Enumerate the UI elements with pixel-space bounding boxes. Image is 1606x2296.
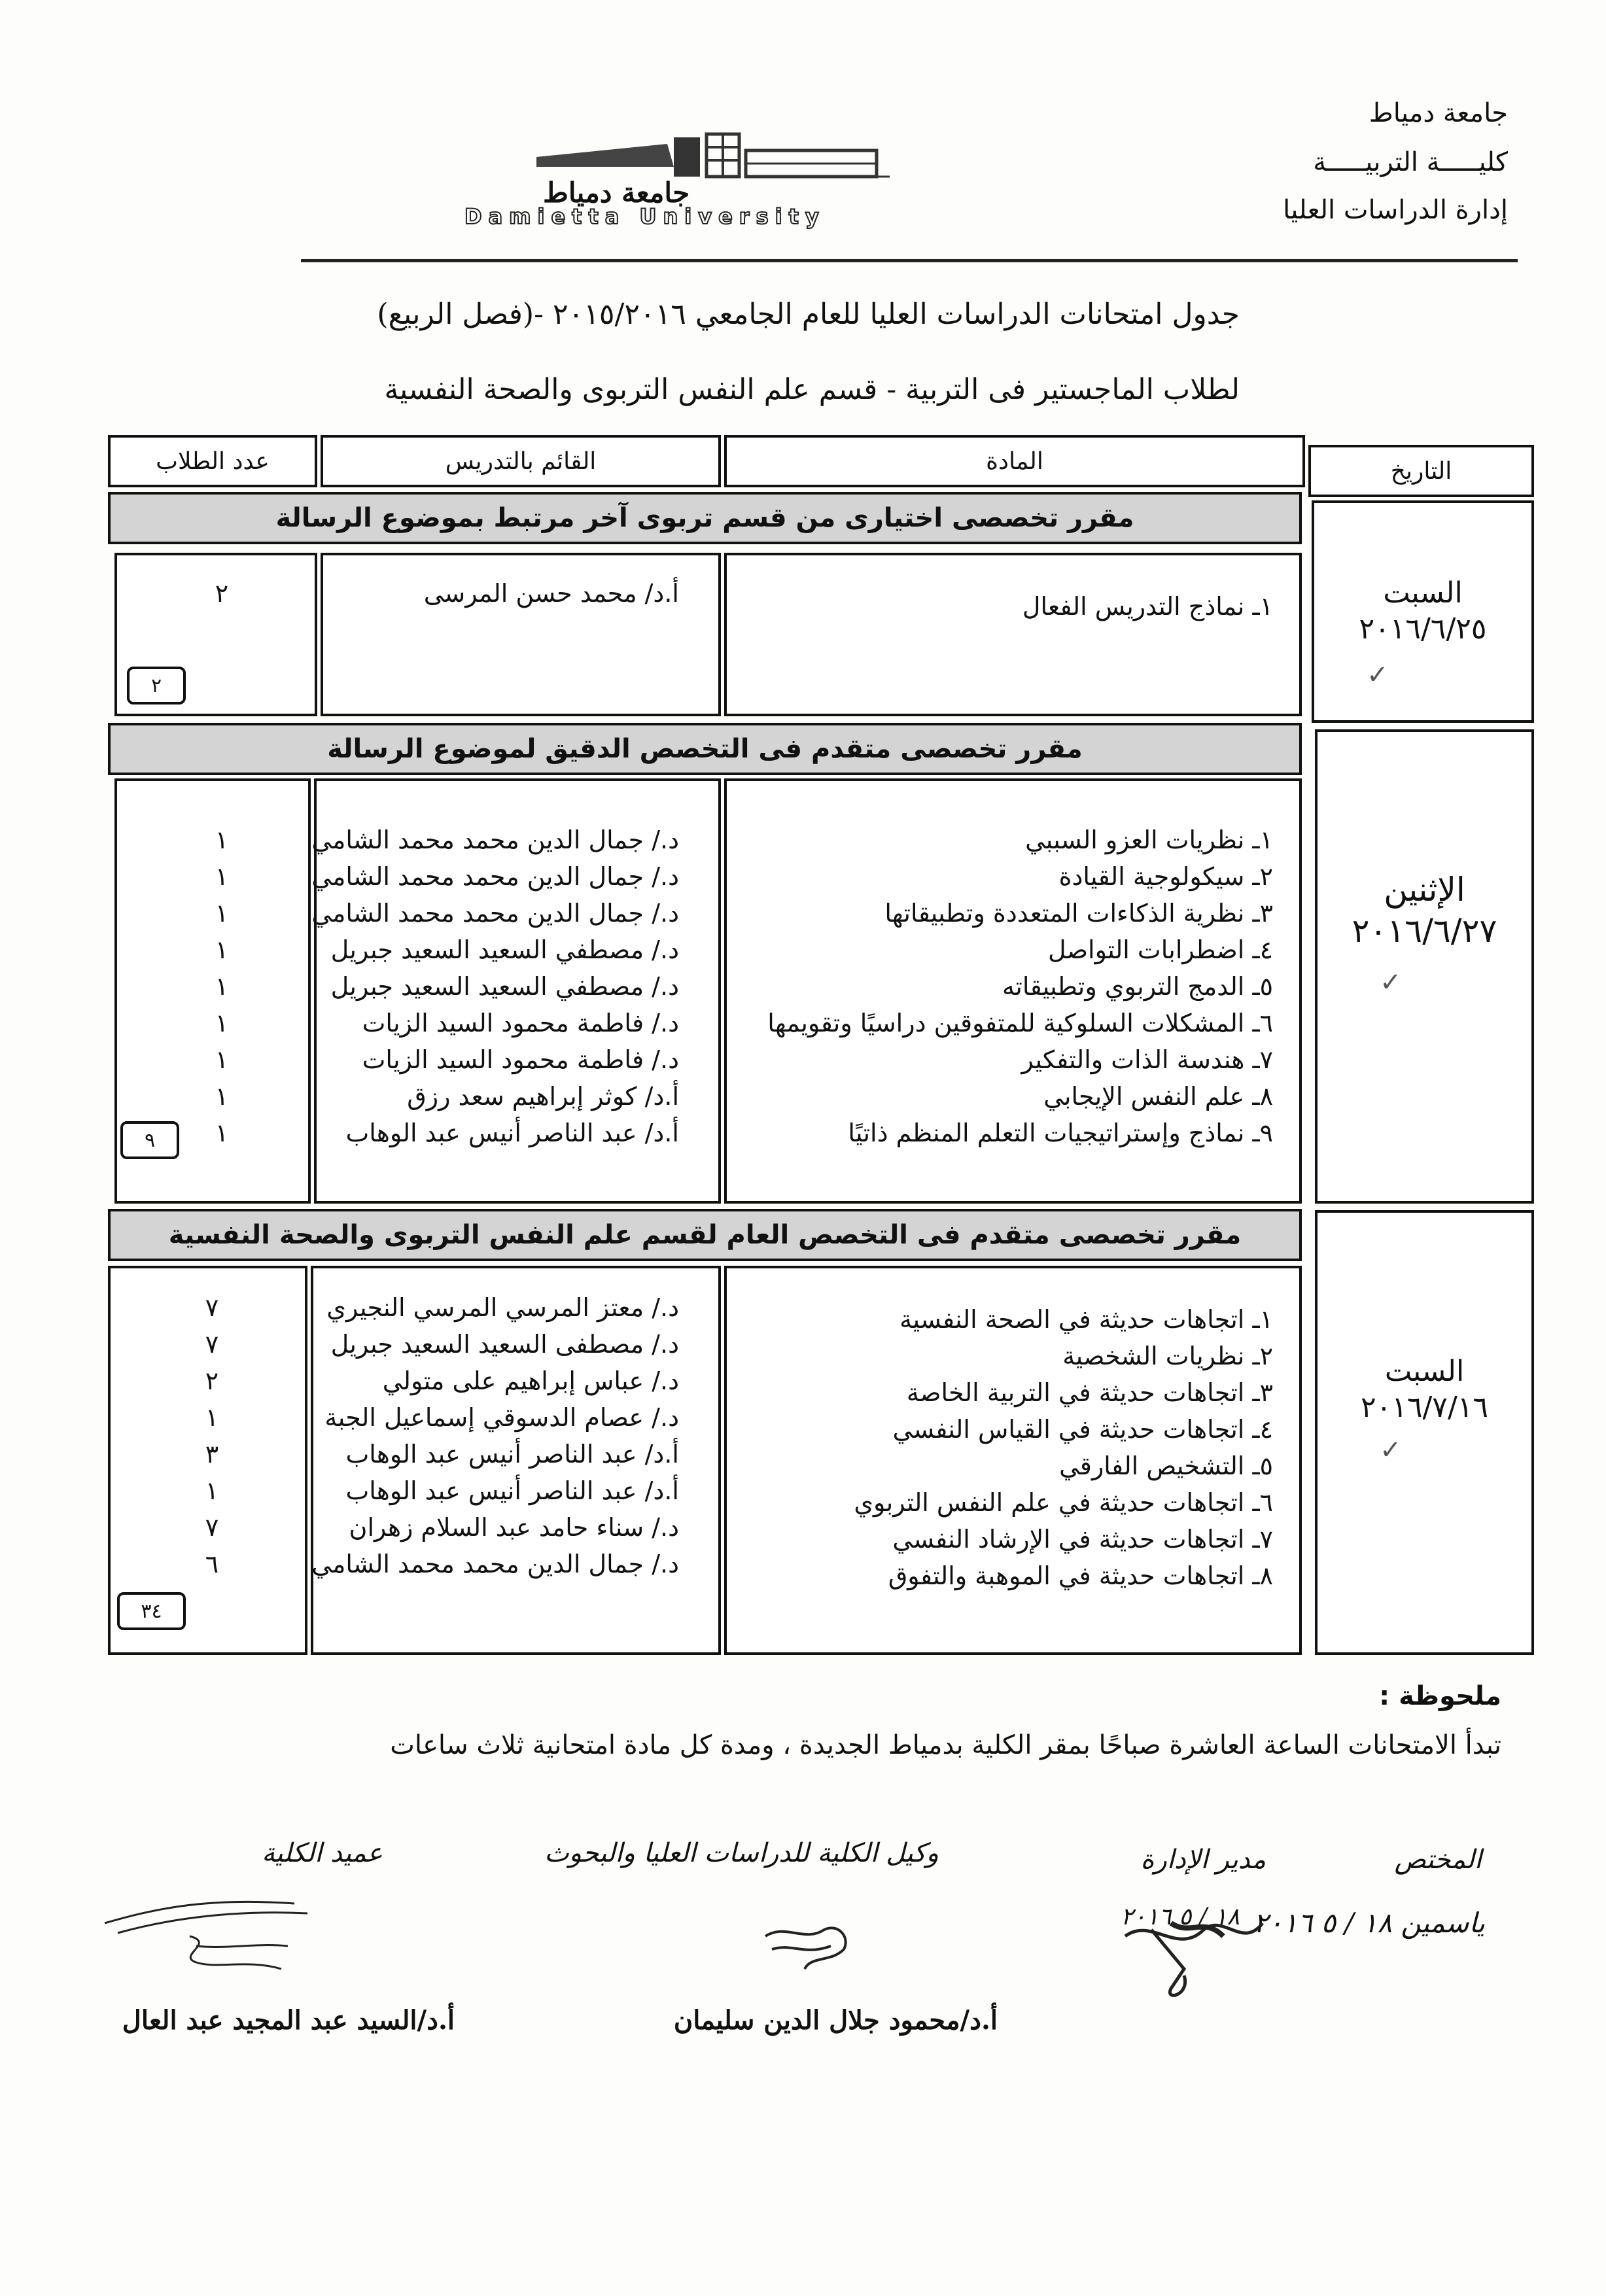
exam-day: الإثنين (1384, 871, 1465, 909)
teacher-item: د./ جمال الدين محمد محمد الشامي (311, 826, 679, 854)
subject-item: ٨ـ اتجاهات حديثة في الموهبة والتفوق (888, 1561, 1273, 1590)
student-count: ١ (215, 935, 229, 964)
teacher-item: د./ فاطمة محمود السيد الزيات (362, 1045, 679, 1074)
date-column-header: التاريخ (1308, 445, 1534, 497)
vice-dean-title: وكيل الكلية للدراسات العليا والبحوث (544, 1838, 939, 1868)
student-count: ٧ (205, 1513, 219, 1542)
manager-handwritten-date: ١٨ / ٥ ٢٠١٦ (1121, 1904, 1240, 1930)
student-count: ٢ (215, 579, 229, 608)
subject-item: ٤ـ اتجاهات حديثة في القياس النفسي (892, 1415, 1273, 1444)
student-count: ١ (215, 972, 229, 1001)
teacher-item: د./ مصطفى السعيد السعيد جبريل (330, 1330, 679, 1359)
teacher-item: د./ عصام الدسوقي إسماعيل الجبة (324, 1403, 679, 1432)
teacher-cell (321, 553, 721, 716)
subject-item: ٢ـ نظريات الشخصية (1062, 1342, 1273, 1370)
date-cell (1315, 1210, 1534, 1655)
total-count-box: ٩ (120, 1121, 179, 1159)
subject-item: ١ـ نماذج التدريس الفعال (1022, 592, 1273, 621)
exam-date: ٢٠١٦/٧/١٦ (1360, 1391, 1489, 1424)
dean-title: عميد الكلية (262, 1838, 383, 1868)
subject-item: ٨ـ علم النفس الإيجابي (1043, 1082, 1273, 1111)
teacher-item: أ.د/ محمد حسن المرسى (423, 579, 679, 608)
subject-item: ١ـ نظريات العزو السببي (1025, 826, 1273, 854)
teacher-cell (311, 778, 721, 1204)
date-cell (1315, 729, 1534, 1204)
subject-column-header: المادة (724, 435, 1305, 487)
subject-cell (724, 1266, 1302, 1655)
subject-cell (724, 778, 1302, 1204)
total-count-box: ٢ (127, 667, 186, 704)
university-logo (458, 131, 929, 229)
manager-title: مدير الإدارة (1140, 1845, 1266, 1875)
count-cell (114, 778, 311, 1204)
student-count: ١ (215, 862, 229, 891)
subject-cell (724, 553, 1302, 716)
vice-dean-signature (746, 1897, 877, 1982)
teacher-column-header: القائم بالتدريس (321, 435, 721, 487)
notes-label: ملحوظة : (1379, 1681, 1501, 1711)
section-heading: مقرر تخصصى اختيارى من قسم تربوى آخر مرتبط بموضوع الرسالة (108, 492, 1302, 544)
faculty-name: كليـــــة التربيـــــة (1313, 147, 1508, 177)
exam-date: ٢٠١٦/٦/٢٥ (1359, 612, 1487, 646)
subject-item: ٤ـ اضطرابات التواصل (1048, 935, 1273, 964)
page-title: جدول امتحانات الدراسات العليا للعام الجامعي ٢٠١٥/٢٠١٦ -(فصل الربيع) (377, 298, 1240, 331)
subject-item: ٧ـ هندسة الذات والتفكير (1021, 1045, 1273, 1074)
student-count: ٧ (205, 1293, 219, 1322)
page-subtitle: لطلاب الماجستير فى التربية - قسم علم النفس التربوى والصحة النفسية (384, 373, 1240, 406)
teacher-item: د./ فاطمة محمود السيد الزيات (362, 1009, 679, 1037)
subject-item: ٧ـ اتجاهات حديثة في الإرشاد النفسي (892, 1525, 1273, 1554)
teacher-item: د./ مصطفي السعيد السعيد جبريل (330, 972, 679, 1001)
checkmark-icon: ✓ (1380, 1435, 1402, 1465)
subject-item: ٥ـ الدمج التربوي وتطبيقاته (1002, 972, 1273, 1001)
student-count: ١ (215, 1045, 229, 1074)
subject-item: ٦ـ المشكلات السلوكية للمتفوقين دراسيًا وتقويمها (767, 1009, 1273, 1037)
university-name: جامعة دمياط (1369, 98, 1508, 128)
section-heading: مقرر تخصصى متقدم فى التخصص العام لقسم علم النفس التربوى والصحة النفسية (108, 1209, 1302, 1261)
teacher-item: أ.د/ عبد الناصر أنيس عبد الوهاب (345, 1440, 679, 1469)
teacher-cell (311, 1266, 721, 1655)
subject-item: ٣ـ اتجاهات حديثة في التربية الخاصة (906, 1378, 1273, 1407)
student-count: ٢ (205, 1366, 219, 1395)
teacher-item: د./ جمال الدين محمد محمد الشامي (311, 899, 679, 928)
teacher-item: د./ مصطفي السعيد السعيد جبريل (330, 935, 679, 964)
count-cell (108, 1266, 307, 1655)
student-count: ٣ (205, 1440, 219, 1469)
student-count: ١ (215, 1009, 229, 1037)
logo-english-text: Damietta University (464, 204, 826, 229)
total-count-box: ٣٤ (117, 1592, 186, 1630)
checkmark-icon: ✓ (1367, 660, 1389, 690)
student-count: ١ (215, 899, 229, 928)
teacher-item: د./ سناء حامد عبد السلام زهران (349, 1513, 679, 1542)
teacher-item: د./ جمال الدين محمد محمد الشامي (311, 1550, 679, 1578)
exam-day: السبت (1383, 576, 1463, 610)
manager-signature (1112, 1890, 1282, 2002)
exam-date: ٢٠١٦/٦/٢٧ (1352, 911, 1497, 950)
dean-name: أ.د/السيد عبد المجيد عبد العال (122, 2005, 455, 2036)
date-cell (1312, 500, 1534, 723)
teacher-item: د./ جمال الدين محمد محمد الشامي (311, 862, 679, 891)
specialist-title: المختص (1394, 1845, 1482, 1875)
teacher-item: أ.د/ كوثر إبراهيم سعد رزق (407, 1082, 679, 1111)
teacher-item: د./ عباس إبراهيم على متولي (382, 1366, 679, 1395)
logo-arabic-text: جامعة دمياط (543, 177, 690, 209)
students-column-header: عدد الطلاب (108, 435, 317, 487)
specialist-handwritten-date: ياسمين ١٨ / ٥ ٢٠١٦ (1253, 1907, 1485, 1939)
student-count: ١ (215, 1119, 229, 1147)
vice-dean-name: أ.د/محمود جلال الدين سليمان (673, 2005, 998, 2036)
section-heading: مقرر تخصصى متقدم فى التخصص الدقيق لموضوع الرسالة (108, 723, 1302, 775)
header-divider (301, 259, 1518, 262)
checkmark-icon: ✓ (1380, 967, 1402, 998)
exam-day: السبت (1384, 1355, 1465, 1388)
dean-signature (98, 1884, 321, 1989)
student-count: ١ (215, 1082, 229, 1111)
student-count: ٧ (205, 1330, 219, 1359)
department-name: إدارة الدراسات العليا (1283, 195, 1508, 225)
subject-item: ٦ـ اتجاهات حديثة في علم النفس التربوي (854, 1488, 1273, 1517)
student-count: ٦ (205, 1550, 219, 1578)
subject-item: ٥ـ التشخيص الفارقي (1059, 1452, 1273, 1480)
teacher-item: أ.د/ عبد الناصر أنيس عبد الوهاب (345, 1119, 679, 1147)
subject-item: ٢ـ سيكولوجية القيادة (1058, 862, 1273, 891)
teacher-item: أ.د/ عبد الناصر أنيس عبد الوهاب (345, 1476, 679, 1505)
teacher-item: د./ معتز المرسي المرسي النجيري (326, 1293, 679, 1322)
student-count: ١ (215, 826, 229, 854)
notes-text: تبدأ الامتحانات الساعة العاشرة صباحًا بمقر الكلية بدمياط الجديدة ، ومدة كل مادة امتحانية ثلاث ساعات (390, 1730, 1501, 1760)
count-cell (114, 553, 317, 716)
student-count: ١ (205, 1476, 219, 1505)
subject-item: ١ـ اتجاهات حديثة في الصحة النفسية (899, 1305, 1273, 1334)
subject-item: ٩ـ نماذج وإستراتيجيات التعلم المنظم ذاتيًا (848, 1119, 1273, 1147)
subject-item: ٣ـ نظرية الذكاءات المتعددة وتطبيقاتها (884, 899, 1273, 928)
student-count: ١ (205, 1403, 219, 1432)
